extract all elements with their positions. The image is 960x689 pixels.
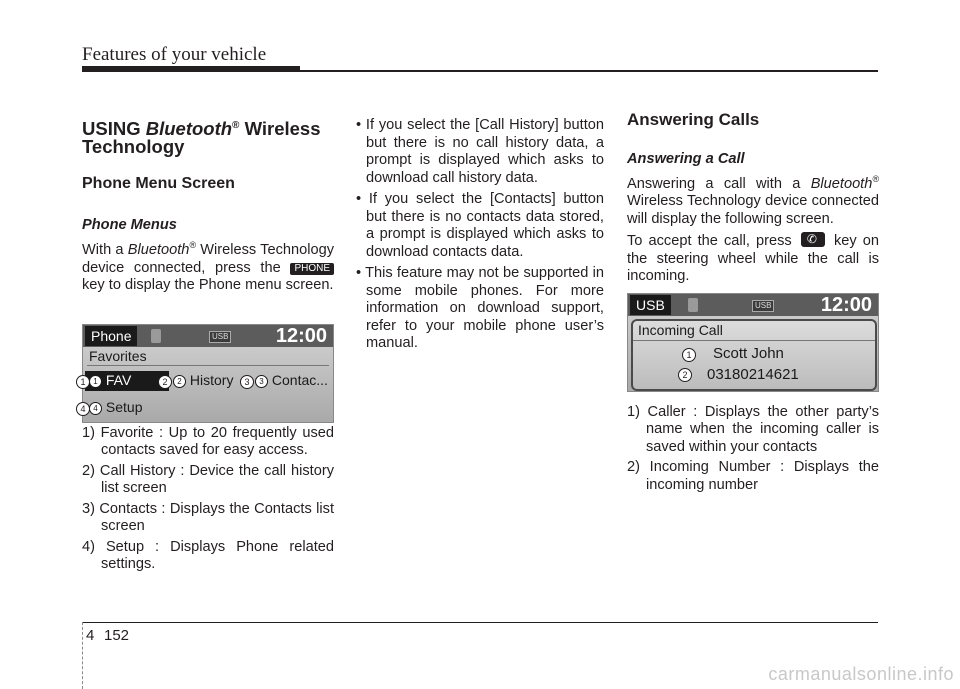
list-item: • If you select the [Contacts] button but there is no contacts data stored, a prompt is displayed which asks to download contacts data. (356, 191, 604, 261)
subheading-answering-a-call: Answering a Call (627, 150, 745, 167)
menu-item-history: History (189, 372, 234, 388)
usb-icon: USB (209, 331, 231, 343)
answer-paragraph-1: Answering a call with a Bluetooth® Wireless Technology device connected will display the following screen. (627, 174, 879, 227)
callout-2: 2 (678, 368, 692, 382)
notes-list (356, 117, 604, 353)
callout-2: 2 (158, 375, 172, 389)
screen-tab-usb: USB (630, 295, 671, 315)
bluetooth-icon (688, 298, 698, 312)
screen-top-bar (628, 294, 878, 316)
callout-1: 1 (682, 348, 696, 362)
screen-top-bar (83, 325, 333, 347)
screen-clock: 12:00 (820, 294, 872, 316)
section-number: 4 (86, 627, 95, 644)
header-rule-thick (82, 66, 300, 72)
call-key-icon (801, 232, 825, 247)
callout-1: 1 (76, 375, 90, 389)
list-item: 2) Call History : Device the call history list screen (82, 462, 334, 497)
screen-divider (87, 365, 329, 366)
answer-paragraph-2: To accept the call, press ✆ key on the steering wheel while the call is incoming. (627, 232, 879, 286)
box-divider (633, 340, 875, 341)
subheading-phone-menus: Phone Menus (82, 216, 177, 233)
usb-icon: USB (752, 300, 774, 312)
heading-answering-calls: Answering Calls (627, 110, 760, 129)
column-middle (356, 117, 604, 357)
list-item: 4) Setup : Displays Phone related settings. (82, 538, 334, 573)
screen-clock: 12:00 (275, 325, 327, 347)
incoming-call-screen (627, 293, 879, 392)
phone-menu-list (82, 425, 334, 574)
incoming-call-list (627, 404, 879, 495)
circle-num-icon: 1 (89, 375, 102, 388)
page-number: 152 (104, 627, 130, 644)
menu-row-2 (89, 399, 339, 415)
intro-paragraph: With a Bluetooth® Wireless Technology device connected, press the PHONE key to display the Phone menu screen. (82, 240, 334, 294)
phone-key-icon: PHONE (290, 263, 334, 275)
running-header: Features of your vehicle (82, 44, 267, 65)
caller-number: 03180214621 (707, 366, 799, 383)
header-rule-thin (300, 70, 878, 72)
callout-3: 3 (240, 375, 254, 389)
watermark: carmanualsonline.info (768, 664, 954, 684)
list-item: 3) Contacts : Displays the Contacts list screen (82, 500, 334, 535)
incoming-call-box (631, 319, 877, 391)
bluetooth-text: Bluetooth (145, 118, 233, 140)
list-item: • This feature may not be supported in some mobile phones. For more information on download support, refer to your mobile phone user’s manual. (356, 265, 604, 353)
bluetooth-icon (151, 329, 161, 343)
subheading-phone-menu-screen: Phone Menu Screen (82, 175, 235, 193)
callout-4: 4 (76, 402, 90, 416)
phone-menu-screen (82, 324, 334, 423)
list-item: 1) Caller : Displays the other party’s name when the incoming caller is saved within your contacts (627, 403, 879, 455)
menu-item-fav: FAV (105, 372, 132, 388)
circle-num-icon: 2 (173, 375, 186, 388)
screen-tab-phone: Phone (85, 326, 137, 346)
incoming-call-title: Incoming Call (638, 322, 723, 338)
footer-rule (82, 622, 878, 623)
section-heading: USING Bluetooth® Wireless Technology (82, 118, 321, 158)
list-item: 2) Incoming Number : Displays the incoming number (627, 459, 879, 493)
caller-name: Scott John (713, 345, 784, 362)
menu-item-contacts: Contac... (271, 372, 328, 388)
circle-num-icon: 4 (89, 402, 102, 415)
footer-vertical-rule (82, 622, 84, 689)
list-item: • If you select the [Call History] button but there is no call history data, a prompt is displayed which asks to download call history data. (356, 117, 604, 187)
list-item: 1) Favorite : Up to 20 frequently used contacts saved for easy access. (82, 424, 334, 459)
circle-num-icon: 3 (255, 375, 268, 388)
favorites-label: Favorites (89, 348, 147, 364)
menu-item-setup: Setup (105, 399, 143, 415)
